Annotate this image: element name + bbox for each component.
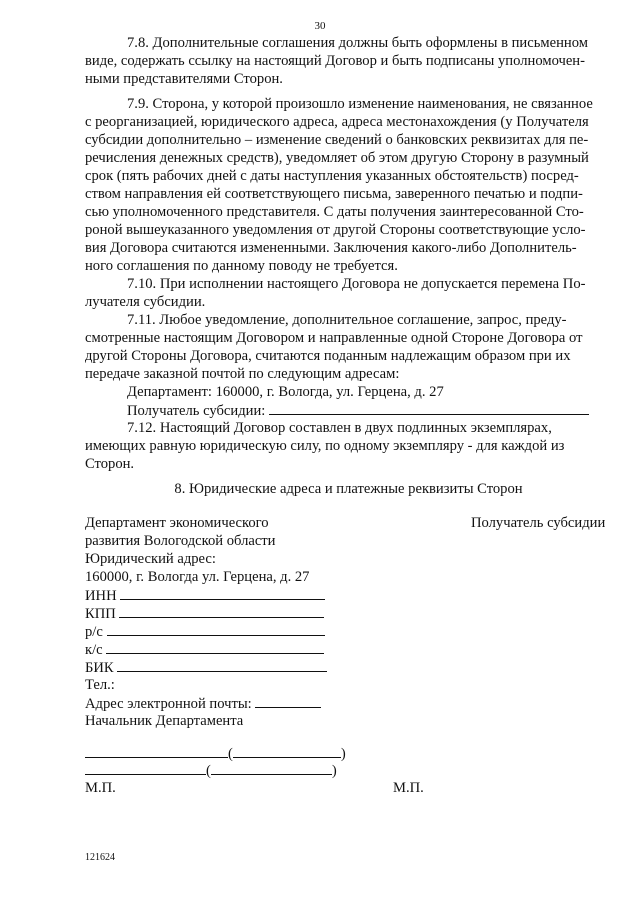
para-7-12-line-2: имеющих равную юридическую силу, по одному экземпляру - для каждой из	[85, 438, 565, 454]
bik-blank	[117, 659, 327, 672]
signature-blank-1	[85, 745, 228, 758]
para-7-9-line-8: роной вышеуказанного уведомления от другой Стороны соответствующие усло-	[85, 222, 586, 238]
document-code: 121624	[85, 852, 115, 863]
email-field	[85, 695, 321, 713]
signature-blank-2	[85, 762, 206, 775]
inn-label: ИНН	[85, 588, 117, 604]
recipient-label: Получатель субсидии:	[127, 403, 266, 419]
para-7-9-line-1: 7.9. Сторона, у которой произошло изменение наименования, не связанное	[127, 96, 593, 112]
para-7-8-line-3: ными представителями Сторон.	[85, 71, 283, 87]
para-7-11-line-2: смотренные настоящим Договором и направленные одной Стороне Договора от	[85, 330, 583, 346]
signature-name-blank-1	[233, 745, 341, 758]
para-7-10-line-2: лучателя субсидии.	[85, 294, 206, 310]
kpp-label: КПП	[85, 606, 116, 622]
para-7-9-line-7: сью уполномоченного представителя. С даты получения заинтересованной Сто-	[85, 204, 584, 220]
tel-label: Тел.:	[85, 677, 115, 693]
left-party-name-line-1: Департамент экономического	[85, 515, 269, 531]
para-7-11-line-4: передаче заказной почтой по следующим адресам:	[85, 366, 400, 382]
ks-field	[85, 641, 324, 659]
paren-open-2: (	[206, 763, 211, 779]
rs-field	[85, 623, 325, 641]
right-party-name: Получатель субсидии	[471, 515, 606, 531]
bik-label: БИК	[85, 660, 114, 676]
left-party-address: 160000, г. Вологда ул. Герцена, д. 27	[85, 569, 310, 585]
rs-blank	[107, 623, 325, 636]
recipient-address-line	[85, 402, 589, 420]
para-7-11-line-1: 7.11. Любое уведомление, дополнительное соглашение, запрос, преду-	[127, 312, 567, 328]
left-party-address-label: Юридический адрес:	[85, 551, 216, 567]
right-seal-label: М.П.	[393, 780, 424, 796]
para-7-12-line-3: Сторон.	[85, 456, 135, 472]
page-number: 30	[314, 20, 326, 32]
rs-label: р/с	[85, 624, 103, 640]
email-label: Адрес электронной почты:	[85, 696, 252, 712]
para-7-8-line-1: 7.8. Дополнительные соглашения должны быть оформлены в письменном	[127, 35, 588, 51]
para-7-9-line-2: с реорганизацией, юридического адреса, адреса местонахождения (у Получателя	[85, 114, 589, 130]
section-8-title: 8. Юридические адреса и платежные реквизиты Сторон	[174, 481, 523, 497]
para-7-9-line-4: речисления денежных средств), уведомляет об этом другую Сторону в разумный	[85, 150, 589, 166]
para-7-11-line-3: другой Стороны Договора, считаются поданным надлежащим образом при их	[85, 348, 571, 364]
para-7-9-line-5: срок (пять рабочих дней с даты наступления указанных обстоятельств) посред-	[85, 168, 579, 184]
para-7-8-line-2: виде, содержать ссылку на настоящий Договор и быть подписаны уполномочен-	[85, 53, 585, 69]
paren-open-1: (	[228, 746, 233, 762]
inn-blank	[120, 587, 325, 600]
para-7-9-line-3: субсидии дополнительно – изменение сведений о банковских реквизитах для пе-	[85, 132, 589, 148]
signature-name-blank-2	[211, 762, 332, 775]
left-party-name-line-2: развития Вологодской области	[85, 533, 276, 549]
paren-close-1: )	[340, 746, 346, 762]
kpp-blank	[119, 605, 324, 618]
department-address-line: Департамент: 160000, г. Вологда, ул. Герцена, д. 27	[127, 384, 444, 400]
para-7-10-line-1: 7.10. При исполнении настоящего Договора не допускается перемена По-	[127, 276, 586, 292]
left-seal-label: М.П.	[85, 780, 116, 796]
bik-field	[85, 659, 327, 677]
signature-line-2	[85, 762, 337, 780]
para-7-12-line-1: 7.12. Настоящий Договор составлен в двух подлинных экземплярах,	[127, 420, 552, 436]
email-blank	[255, 695, 321, 708]
inn-field	[85, 587, 325, 605]
head-title: Начальник Департамента	[85, 713, 244, 729]
kpp-field	[85, 605, 324, 623]
ks-blank	[106, 641, 324, 654]
signature-line-1	[85, 745, 346, 763]
recipient-address-blank	[269, 402, 589, 415]
paren-close-2: )	[331, 763, 337, 779]
para-7-9-line-6: ством направления ей соответствующего письма, заверенного печатью и подпи-	[85, 186, 583, 202]
para-7-9-line-10: ного соглашения по данному поводу не требуется.	[85, 258, 398, 274]
para-7-9-line-9: вия Договора считаются измененными. Заключения какого-либо Дополнитель-	[85, 240, 577, 256]
ks-label: к/с	[85, 642, 103, 658]
